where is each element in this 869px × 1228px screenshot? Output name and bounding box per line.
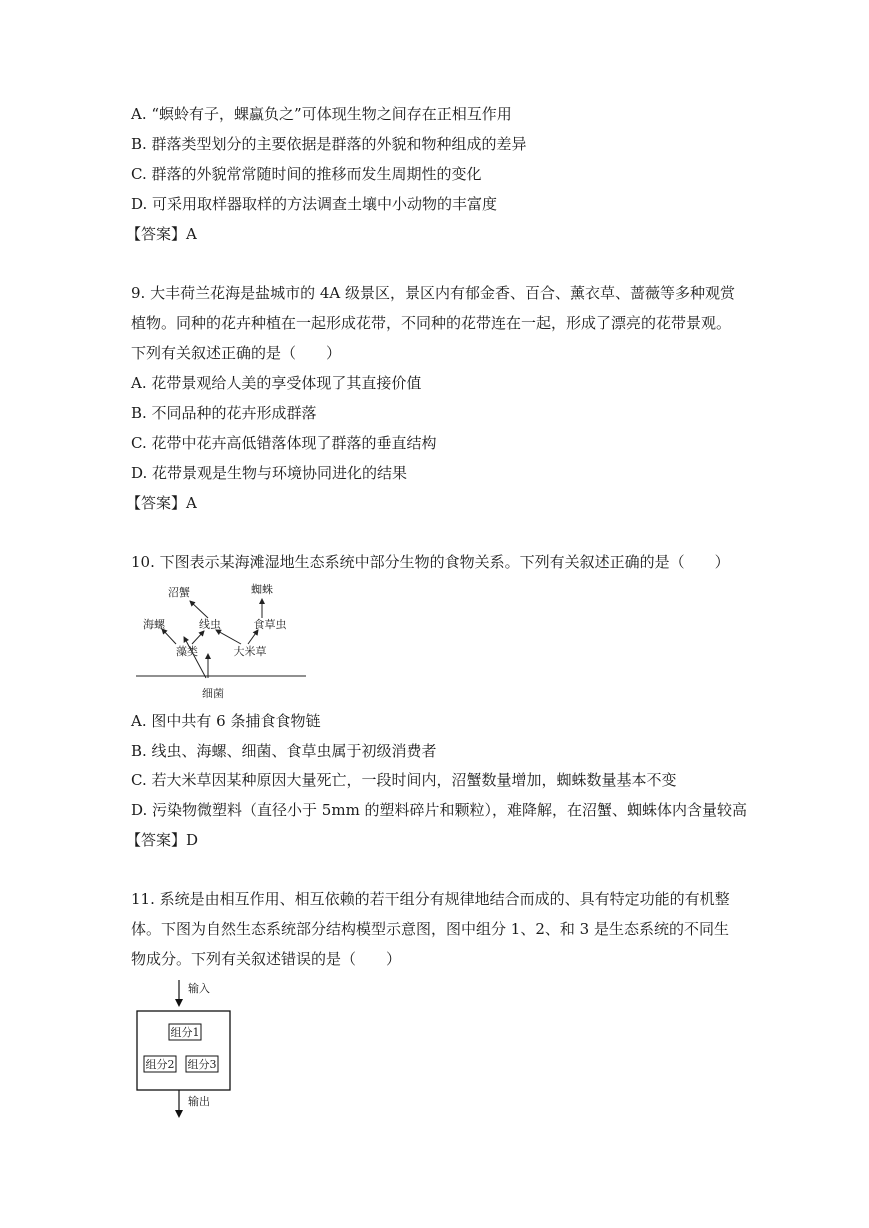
q9-stem-line3: 下列有关叙述正确的是（ ） [131,344,342,362]
q10-option-a: A. 图中共有 6 条捕食食物链 [131,712,321,730]
label-bacteria: 细菌 [202,687,224,700]
label-crab: 沼蟹 [168,586,190,599]
label-snail: 海螺 [143,618,165,631]
q8-option-a: A. “螟蛉有子，蜾蠃负之”可体现生物之间存在正相互作用 [131,105,512,123]
input-arrowhead [175,999,183,1007]
system-box [137,1011,230,1090]
arrow-nematode-to-crab [190,601,208,618]
label-spider: 蜘蛛 [251,583,273,596]
output-label: 输出 [188,1095,210,1108]
label-grasshopper: 食草虫 [253,618,287,631]
q10-option-b: B. 线虫、海螺、细菌、食草虫属于初级消费者 [131,742,437,760]
label-spartina: 大米草 [233,645,267,658]
q9-stem-line1: 9. 大丰荷兰花海是盐城市的 4A 级景区，景区内有郁金香、百合、薰衣草、蔷薇等多种观赏 [131,284,735,302]
component1-label: 组分1 [170,1026,200,1039]
q9-stem-line2: 植物。同种的花卉种植在一起形成花带，不同种的花带连在一起，形成了漂亮的花带景观。 [131,314,732,332]
ecosystem-model-diagram [134,978,238,1122]
arrow-algae-to-nematode [192,631,204,644]
q9-answer: 【答案】A [126,494,197,512]
q9-option-a: A. 花带景观给人美的享受体现了其直接价值 [131,374,422,392]
q11-stem-line1: 11. 系统是由相互作用、相互依赖的若干组分有规律地结合而成的、具有特定功能的有机整 [131,890,730,908]
arrow-algae-to-snail [162,629,176,644]
component2-label: 组分2 [145,1058,175,1071]
q11-stem-line2: 体。下图为自然生态系统部分结构模型示意图，图中组分 1、2、和 3 是生态系统的不同生 [131,920,729,938]
q10-stem: 10. 下图表示某海滩湿地生态系统中部分生物的食物关系。下列有关叙述正确的是（ ） [131,553,730,571]
label-algae: 藻类 [176,645,198,658]
q8-option-d: D. 可采用取样器取样的方法调查土壤中小动物的丰富度 [131,195,498,213]
food-web-diagram [134,580,310,702]
component3-label: 组分3 [187,1058,217,1071]
q10-option-c: C. 若大米草因某种原因大量死亡，一段时间内，沼蟹数量增加，蜘蛛数量基本不变 [131,771,677,789]
q8-answer: 【答案】A [126,225,197,243]
q8-option-b: B. 群落类型划分的主要依据是群落的外貌和物种组成的差异 [131,135,527,153]
input-label: 输入 [188,982,210,995]
q9-option-c: C. 花带中花卉高低错落体现了群落的垂直结构 [131,434,437,452]
q11-stem-line3: 物成分。下列有关叙述错误的是（ ） [131,950,402,968]
q9-option-d: D. 花带景观是生物与环境协同进化的结果 [131,464,408,482]
output-arrowhead [175,1110,183,1118]
q10-option-d: D. 污染物微塑料（直径小于 5mm 的塑料碎片和颗粒），难降解，在沼蟹、蜘蛛体内含量较高 [131,801,748,819]
arrow-spartina-to-nematode [216,630,241,644]
q9-option-b: B. 不同品种的花卉形成群落 [131,404,317,422]
q10-answer: 【答案】D [126,831,199,849]
arrow-spartina-to-grasshopper [248,630,258,644]
q8-option-c: C. 群落的外貌常常随时间的推移而发生周期性的变化 [131,165,482,183]
label-nematode: 线虫 [199,618,221,631]
